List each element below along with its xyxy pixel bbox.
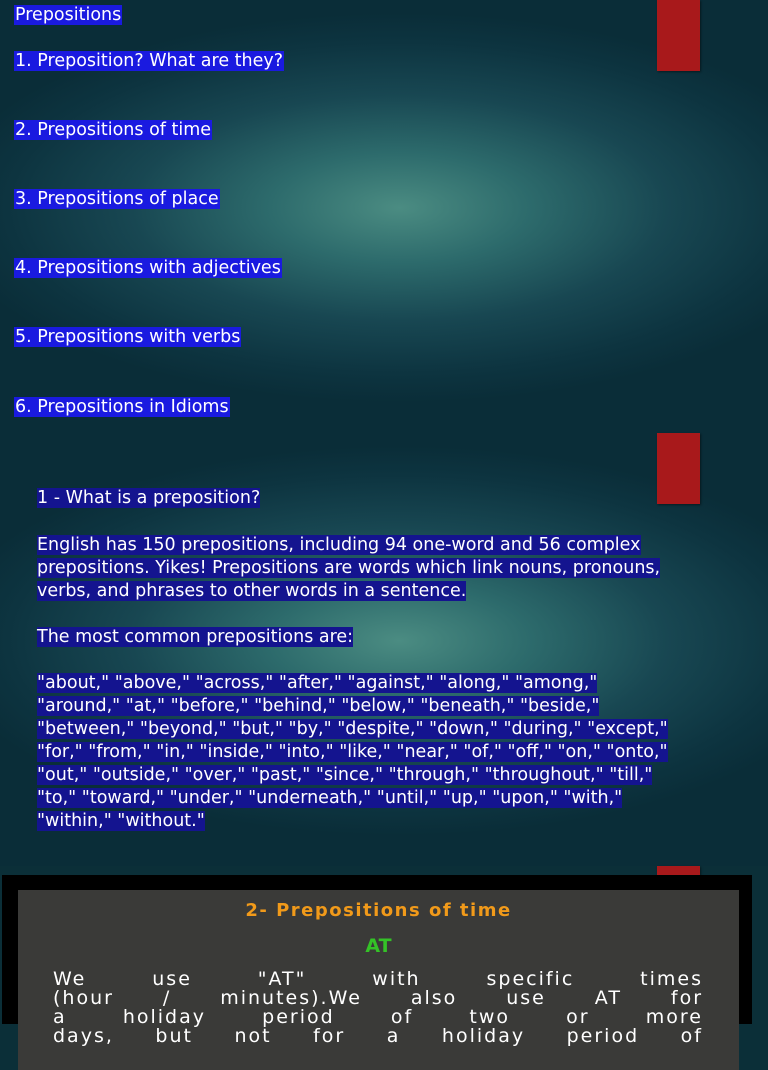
accent-bar <box>657 0 700 71</box>
slide-2 <box>0 433 768 866</box>
paragraph: We use "AT" with specific times (hour / minutes).We also use AT for a holiday period of two or more days, but not for a holiday period of <box>53 968 703 1047</box>
toc-item-1: 1. Preposition? What are they? <box>15 51 284 71</box>
preposition-list: "about," "above," "across," "after," "against," "along," "among," "around," "at," "before," "behind," "below," "beneath," "beside," "between," "beyond," "but," "by," "despite," "down," "during," "except," "for," "from," "in," "inside," "into," "like," "near," "of," "off," "on," "onto," "out," "outside," "over," "past," "since," "through," "throughout," "till," "to," "toward," "under," "underneath," "until," "up," "upon," "with," "within," "without." <box>37 673 668 831</box>
slide-title: Prepositions <box>15 5 122 25</box>
content-panel <box>18 890 739 1070</box>
toc-item-2: 2. Prepositions of time <box>15 120 212 140</box>
toc-item-4: 4. Prepositions with adjectives <box>15 258 281 278</box>
slide-subtitle: AT <box>365 935 392 957</box>
common-label: The most common prepositions are: <box>37 627 354 647</box>
toc-item-5: 5. Prepositions with verbs <box>15 327 241 347</box>
toc-item-3: 3. Prepositions of place <box>15 189 219 209</box>
slide-1 <box>0 0 768 433</box>
heading: 1 - What is a preposition? <box>37 488 261 508</box>
toc-item-6: 6. Prepositions in Idioms <box>15 397 229 417</box>
slide-title: 2- Prepositions of time <box>245 900 512 921</box>
intro-paragraph: English has 150 prepositions, including 94 one-word and 56 complex prepositions. Yikes! Prepositions are words which link nouns, pronouns, verbs, and phrases to other words in a sentence. <box>37 535 661 601</box>
slide-3 <box>2 875 752 1047</box>
